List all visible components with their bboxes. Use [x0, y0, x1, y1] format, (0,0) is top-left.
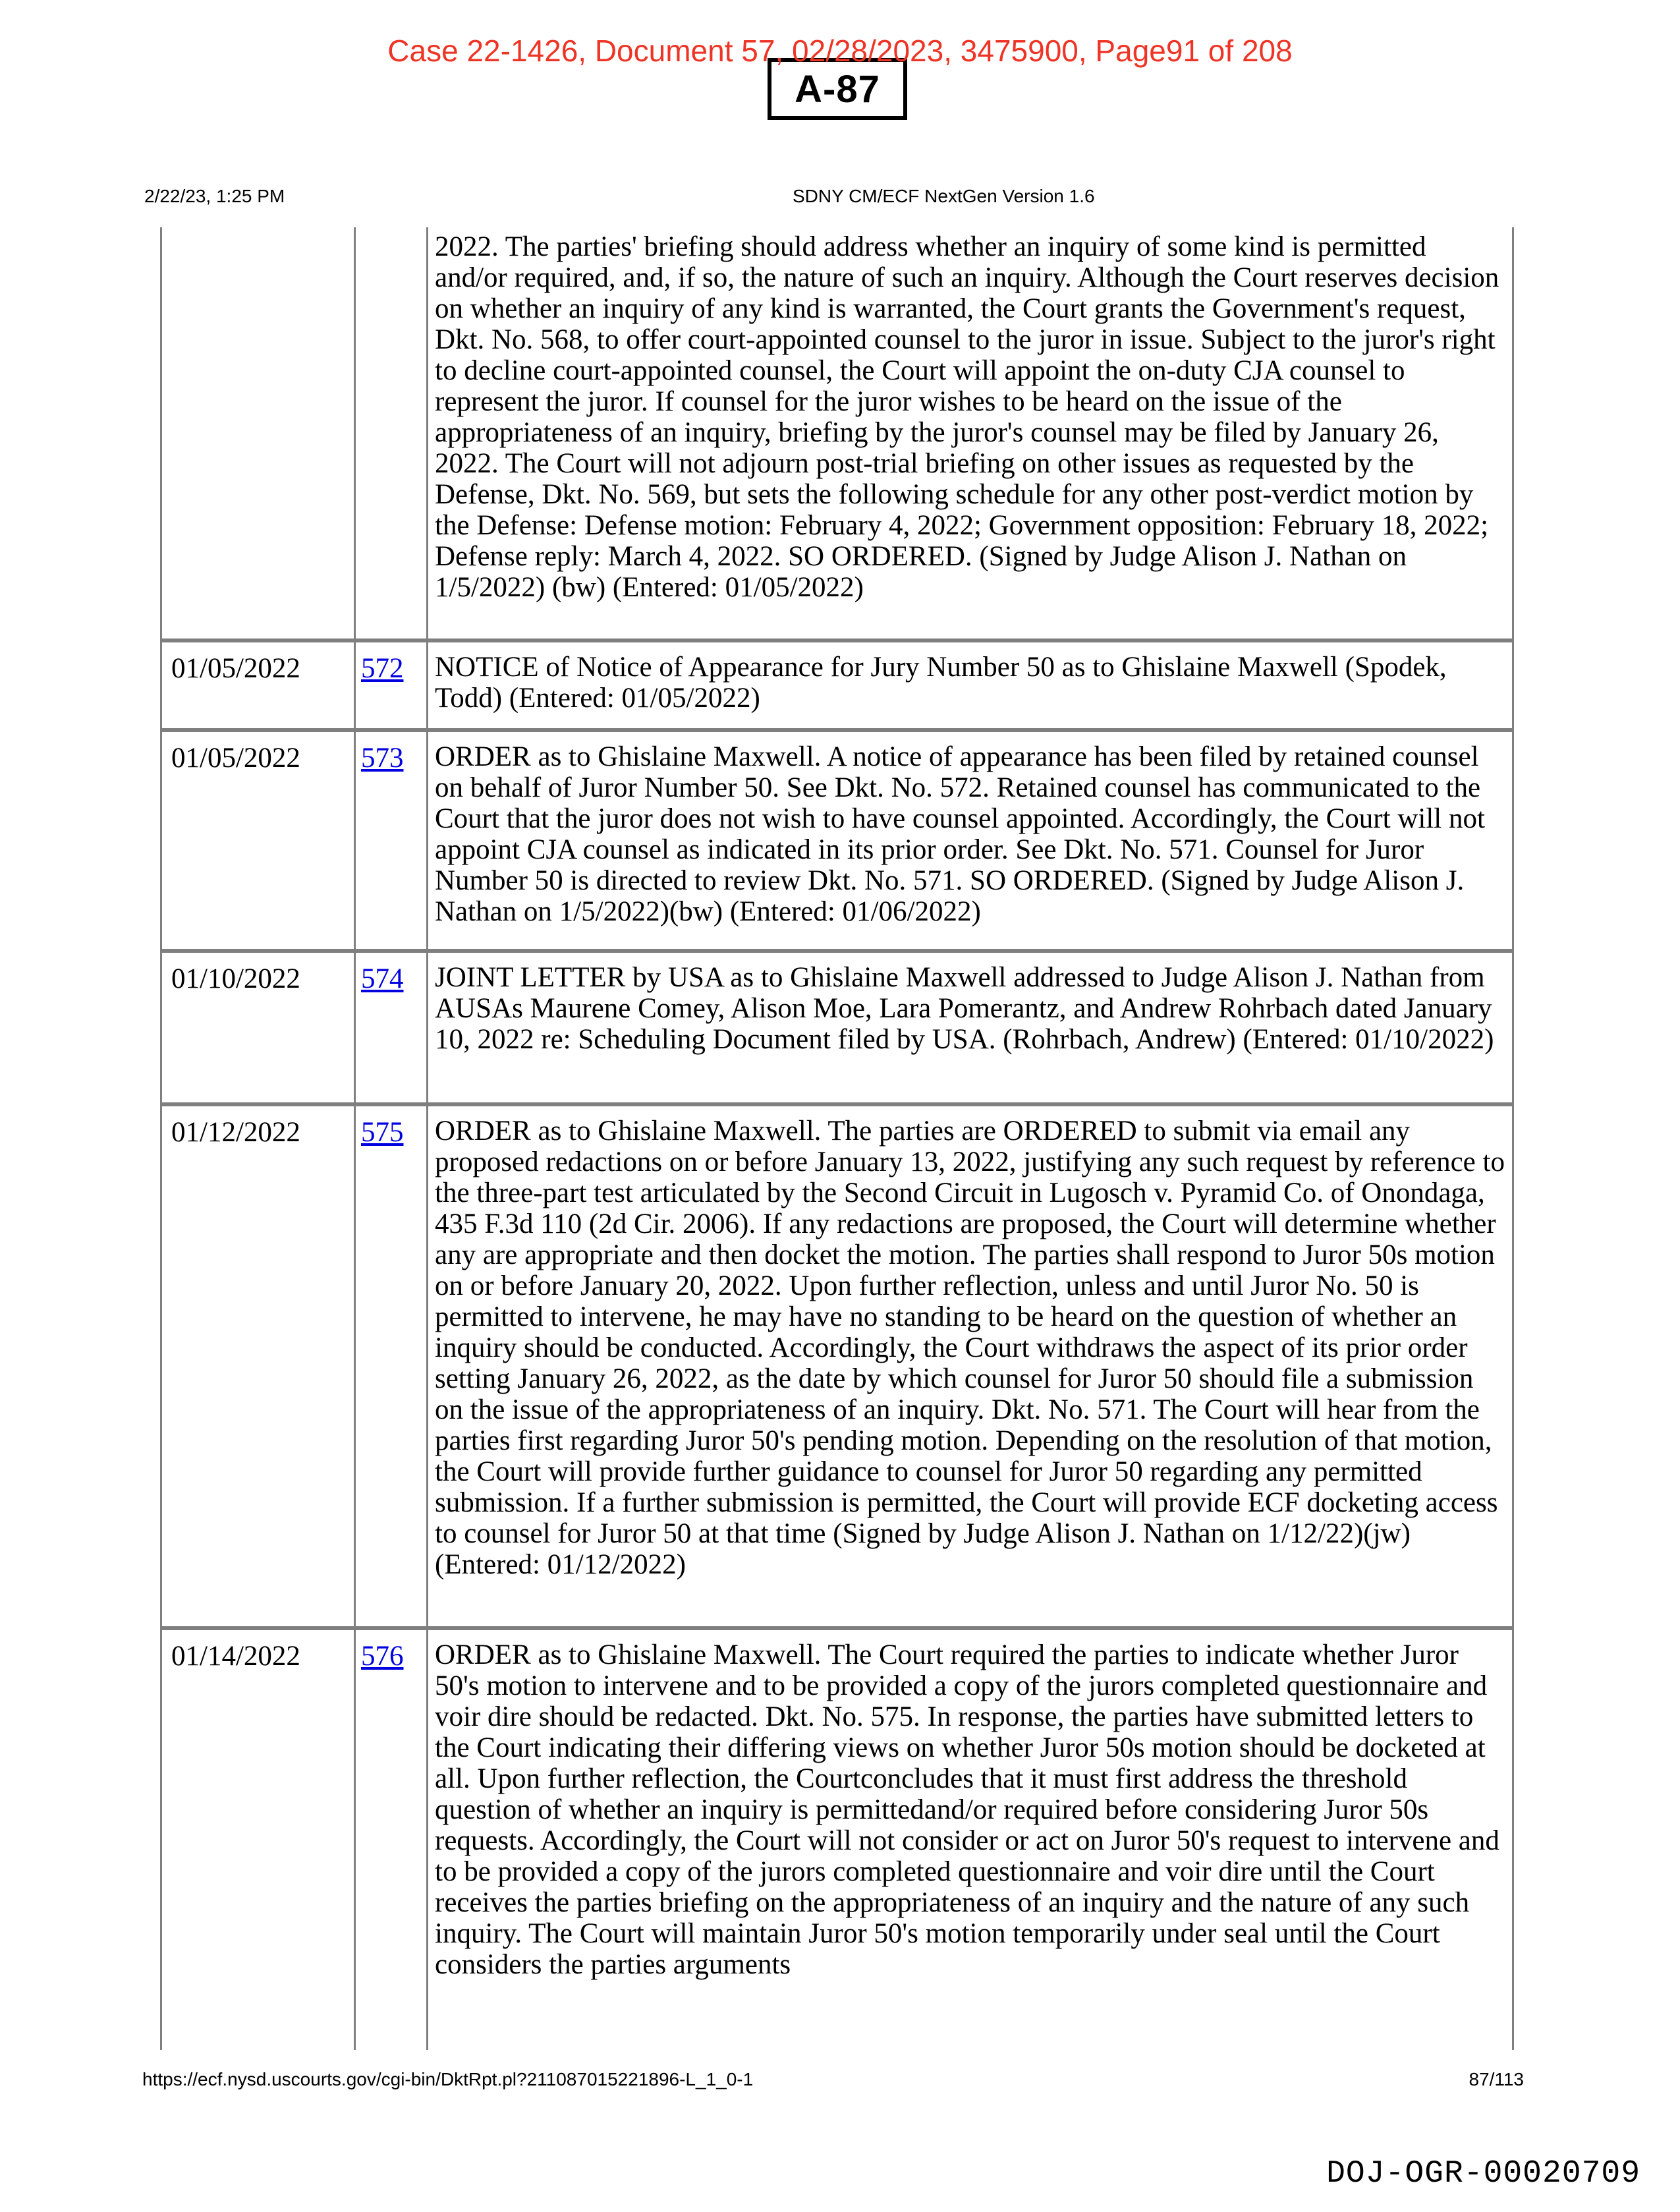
print-header-title: SDNY CM/ECF NextGen Version 1.6 — [793, 186, 1095, 206]
docket-text: ORDER as to Ghislaine Maxwell. The Court required the parties to indicate whether Juror 50's motion to intervene and to be provided a copy of the jurors completed questionnaire and voir dire should be redacted. Dkt. No. 575. In response, the parties have submitted letters to the Court indicating their differing views on whether Juror 50s motion should be docketed at all. Upon further reflection, the Courtconcludes that it must first address the threshold question of whether an inquiry is permittedand/or required before considering Juror 50s requests. Accordingly, the Court will not consider or act on Juror 50's request to intervene and to be provided a copy of the jurors completed questionnaire and voir dire until the Court receives the parties briefing on the appropriateness of an inquiry and the nature of any such inquiry. The Court will maintain Juror 50's motion temporarily under seal until the Court considers the parties arguments — [428, 1628, 1513, 2050]
print-header-datetime: 2/22/23, 1:25 PM — [144, 186, 285, 206]
docket-number-link[interactable]: 573 — [361, 743, 404, 774]
docket-text: JOINT LETTER by USA as to Ghislaine Maxwell addressed to Judge Alison J. Nathan from AUSAs Maurene Comey, Alison Moe, Lara Pomerantz, and Andrew Rohrbach dated January 10, 2022 re: Scheduling Document filed by USA. (Rohrbach, Andrew) (Entered: 01/10/2022) — [428, 951, 1513, 1104]
docket-number-cell — [355, 1104, 428, 1628]
bates-number: DOJ-OGR-00020709 — [1326, 2156, 1640, 2192]
docket-number-link[interactable]: 575 — [361, 1117, 404, 1148]
docket-row — [161, 1104, 1513, 1628]
docket-text: ORDER as to Ghislaine Maxwell. The parties are ORDERED to submit via email any proposed redactions on or before January 13, 2022, justifying any such request by reference to the three-part test articulated by the Second Circuit in Lugosch v. Pyramid Co. of Onondaga, 435 F.3d 110 (2d Cir. 2006). If any redactions are proposed, the Court will determine whether any are appropriate and then docket the motion. The parties shall respond to Juror 50s motion on or before January 20, 2022. Upon further reflection, unless and until Juror No. 50 is permitted to intervene, he may have no standing to be heard on the question of whether an inquiry should be conducted. Accordingly, the Court withdraws the aspect of its prior order setting January 26, 2022, as the date by which counsel for Juror 50 should file a submission on the issue of the appropriateness of an inquiry. Dkt. No. 571. The Court will hear from the parties first regarding Juror 50's pending motion. Depending on the resolution of that motion, the Court will provide further guidance to counsel for Juror 50 regarding any permitted submission. If a further submission is permitted, the Court will provide ECF docketing access to counsel for Juror 50 at that time (Signed by Judge Alison J. Nathan on 1/12/22)(jw) (Entered: 01/12/2022) — [428, 1104, 1513, 1628]
docket-number-cell — [355, 640, 428, 730]
docket-table — [160, 227, 1514, 2050]
print-footer-page-number: 87/113 — [1469, 2069, 1524, 2089]
docket-number-cell — [355, 1628, 428, 2050]
docket-date: 01/05/2022 — [161, 640, 355, 730]
docket-row — [161, 1628, 1513, 2050]
docket-date: 01/10/2022 — [161, 951, 355, 1104]
docket-row — [161, 951, 1513, 1104]
docket-text: 2022. The parties' briefing should address whether an inquiry of some kind is permitted and/or required, and, if so, the nature of such an inquiry. Although the Court reserves decision on whether an inquiry of any kind is warranted, the Court grants the Government's request, Dkt. No. 568, to offer court-appointed counsel to the juror in issue. Subject to the juror's right to decline court-appointed counsel, the Court will appoint the on-duty CJA counsel to represent the juror. If counsel for the juror wishes to be heard on the issue of the appropriateness of an inquiry, briefing by the juror's counsel may be filed by January 26, 2022. The Court will not adjourn post-trial briefing on other issues as requested by the Defense, Dkt. No. 569, but sets the following schedule for any other post-verdict motion by the Defense: Defense motion: February 4, 2022; Government opposition: February 18, 2022; Defense reply: March 4, 2022. SO ORDERED. (Signed by Judge Alison J. Nathan on 1/5/2022) (bw) (Entered: 01/05/2022) — [428, 227, 1513, 640]
docket-date: 01/14/2022 — [161, 1628, 355, 2050]
docket-number-link[interactable]: 572 — [361, 653, 404, 684]
docket-row-continuation — [161, 227, 1513, 640]
case-stamp: Case 22-1426, Document 57, 02/28/2023, 3475900, Page91 of 208 — [387, 34, 1293, 68]
print-footer-url: https://ecf.nysd.uscourts.gov/cgi-bin/DktRpt.pl?211087015221896-L_1_0-1 — [142, 2069, 754, 2089]
docket-date: 01/12/2022 — [161, 1104, 355, 1628]
docket-number-link[interactable]: 576 — [361, 1641, 404, 1672]
docket-number-cell — [355, 730, 428, 951]
docket-date-cell — [161, 227, 355, 640]
docket-text: ORDER as to Ghislaine Maxwell. A notice of appearance has been filed by retained counsel on behalf of Juror Number 50. See Dkt. No. 572. Retained counsel has communicated to the Court that the juror does not wish to have counsel appointed. Accordingly, the Court will not appoint CJA counsel as indicated in its prior order. See Dkt. No. 571. Counsel for Juror Number 50 is directed to review Dkt. No. 571. SO ORDERED. (Signed by Judge Alison J. Nathan on 1/5/2022)(bw) (Entered: 01/06/2022) — [428, 730, 1513, 951]
docket-row — [161, 730, 1513, 951]
docket-number-cell — [355, 227, 428, 640]
docket-row — [161, 640, 1513, 730]
docket-date: 01/05/2022 — [161, 730, 355, 951]
docket-text: NOTICE of Notice of Appearance for Jury Number 50 as to Ghislaine Maxwell (Spodek, Todd) (Entered: 01/05/2022) — [428, 640, 1513, 730]
page-label: A-87 — [795, 67, 880, 111]
docket-number-link[interactable]: 574 — [361, 963, 404, 994]
docket-number-cell — [355, 951, 428, 1104]
